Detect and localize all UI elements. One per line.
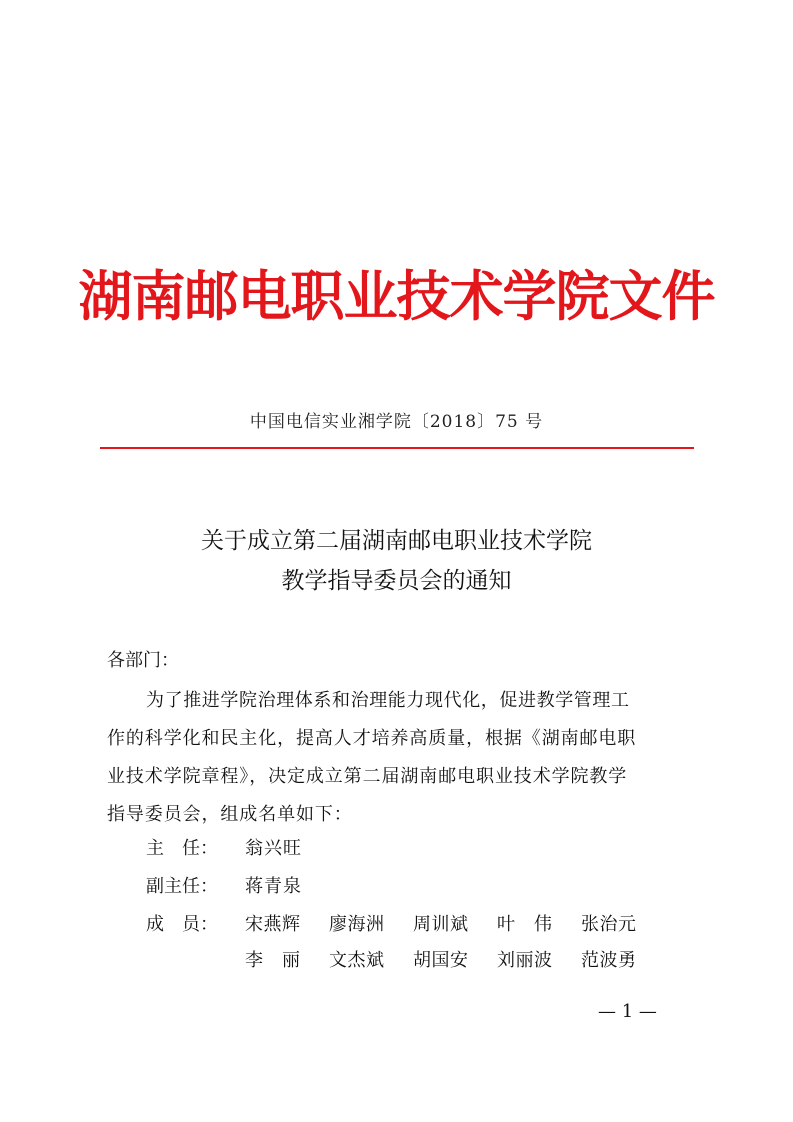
body-paragraph-line: 作的科学化和民主化，提高人才培养高质量，根据《湖南邮电职 xyxy=(107,728,637,749)
member-name: 周训斌 xyxy=(413,914,469,935)
notice-title-line-2: 教学指导委员会的通知 xyxy=(281,568,512,594)
member-name: 胡国安 xyxy=(413,950,469,971)
members-label: 成 员： xyxy=(146,914,218,935)
body-paragraph-line: 为了推进学院治理体系和治理能力现代化，促进教学管理工 xyxy=(146,690,630,711)
director-name: 翁兴旺 xyxy=(245,838,302,859)
member-name: 宋燕辉 xyxy=(245,914,301,935)
director-label: 主 任： xyxy=(146,838,218,859)
members-row-2 xyxy=(245,949,665,973)
member-name: 叶 伟 xyxy=(497,914,553,935)
member-name: 文杰斌 xyxy=(329,950,385,971)
deputy-label: 副主任： xyxy=(146,876,218,897)
member-name: 廖海洲 xyxy=(329,914,385,935)
body-paragraph-line: 业技术学院章程》，决定成立第二届湖南邮电职业技术学院教学 xyxy=(107,766,628,787)
deputy-name: 蒋青泉 xyxy=(245,876,302,897)
page-number: — 1 — xyxy=(598,1001,657,1022)
document-number: 中国电信实业湘学院〔2018〕75 号 xyxy=(249,412,544,432)
document-masthead: 湖南邮电职业技术学院文件 xyxy=(78,265,715,328)
member-name: 刘丽波 xyxy=(497,950,553,971)
notice-title-line-1: 关于成立第二届湖南邮电职业技术学院 xyxy=(201,528,592,554)
member-name: 张治元 xyxy=(581,914,637,935)
member-name: 范波勇 xyxy=(581,950,637,971)
member-name: 李 丽 xyxy=(245,950,301,971)
red-separator-line xyxy=(100,447,694,449)
body-paragraph-line: 指导委员会，组成名单如下： xyxy=(107,804,353,825)
salutation: 各部门： xyxy=(107,650,179,671)
members-row-1 xyxy=(245,913,665,937)
